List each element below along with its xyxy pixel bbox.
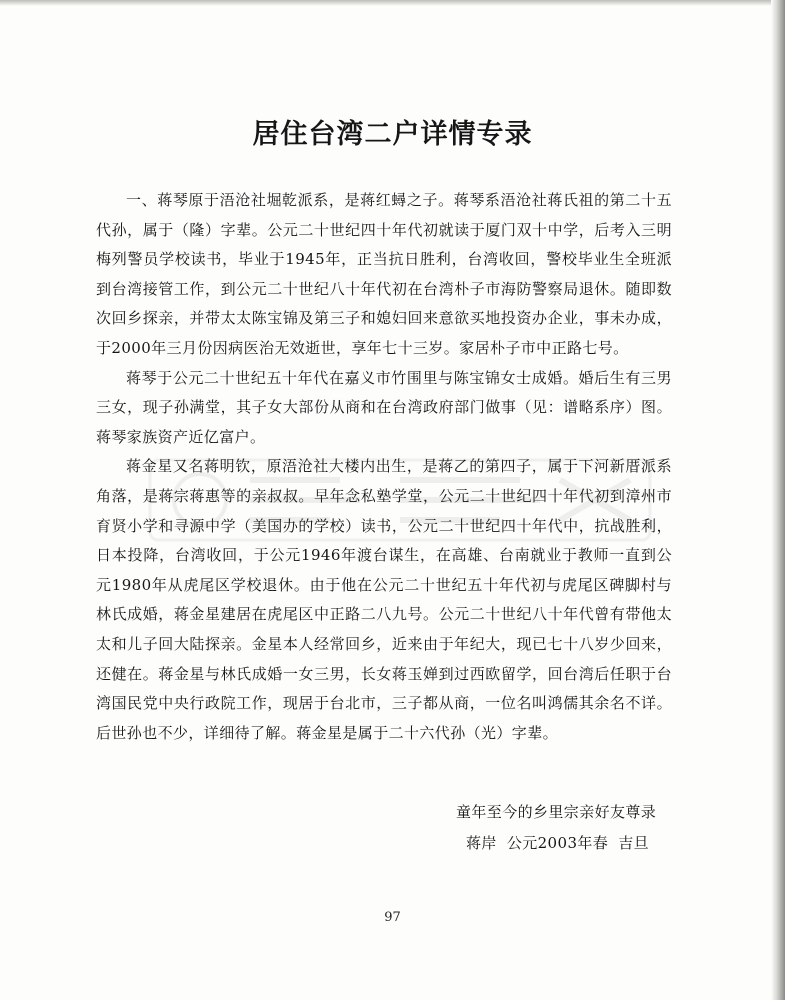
- document-body: [96, 186, 672, 748]
- signature-block: [456, 797, 659, 859]
- paragraph-2: 蒋琴于公元二十世纪五十年代在嘉义市竹围里与陈宝锦女士成婚。婚后生有三男三女，现子孙满堂，其子女大部份从商和在台湾政府部门做事（见：谱略系序）图。蒋琴家族资产近亿富户。: [96, 368, 672, 446]
- paragraph-1: 一、蒋琴原于浯沧社堀乾派系，是蒋红蟳之子。蒋琴系浯沧社蒋氏祖的第二十五代孙，属于（隆）字辈。公元二十世纪四十年代初就读于厦门双十中学，后考入三明梅列警员学校读书，毕业于1945年，正当抗日胜利，台湾收回，警校毕业生全班派到台湾接管工作，到公元二十世纪八十年代初在台湾朴子市海防警察局退休。随即数次回乡探亲，并带太太陈宝锦及第三子和媳妇回来意欲买地投资办企业，事未办成，于2000年三月份因病医治无效逝世，享年七十三岁。家居朴子市中正路七号。: [96, 191, 672, 357]
- page-number: 97: [384, 910, 401, 925]
- signature-line-2: [456, 828, 659, 859]
- page-title: 居住台湾二户详情专录: [252, 119, 533, 150]
- signature-date: 公元2003年春: [506, 834, 609, 852]
- scan-edge-top: [0, 0, 785, 6]
- signature-author: 蒋岸: [466, 834, 497, 852]
- signature-closing: 吉旦: [618, 834, 649, 852]
- paragraph-3: 蒋金星又名蒋明钦，原浯沧社大楼内出生，是蒋乙的第四子，属于下河新厝派系角落，是蒋宗蒋惠等的亲叔叔。早年念私塾学堂，公元二十世纪四十年代初到漳州市育贤小学和寻源中学（美国办的学校）读书，公元二十世纪四十年代中，抗战胜利，日本投降，台湾收回，于公元1946年渡台谋生，在高雄、台南就业于教师一直到公元1980年从虎尾区学校退休。由于他在公元二十世纪五十年代初与虎尾区碑脚村与林氏成婚，蒋金星建居在虎尾区中正路二八九号。公元二十世纪八十年代曾有带他太太和儿子回大陆探亲。金星本人经常回乡，近来由于年纪大，现已七十八岁少回来，还健在。蒋金星与林氏成婚一女三男，长女蒋玉婵到过西欧留学，回台湾后任职于台湾国民党中央行政院工作，现居于台北市，三子都从商，一位名叫鸿儒其余名不详。后世孙也不少，详细待了解。蒋金星是属于二十六代孙（光）字辈。: [96, 457, 672, 742]
- signature-line-1: 童年至今的乡里宗亲好友尊录: [456, 803, 657, 821]
